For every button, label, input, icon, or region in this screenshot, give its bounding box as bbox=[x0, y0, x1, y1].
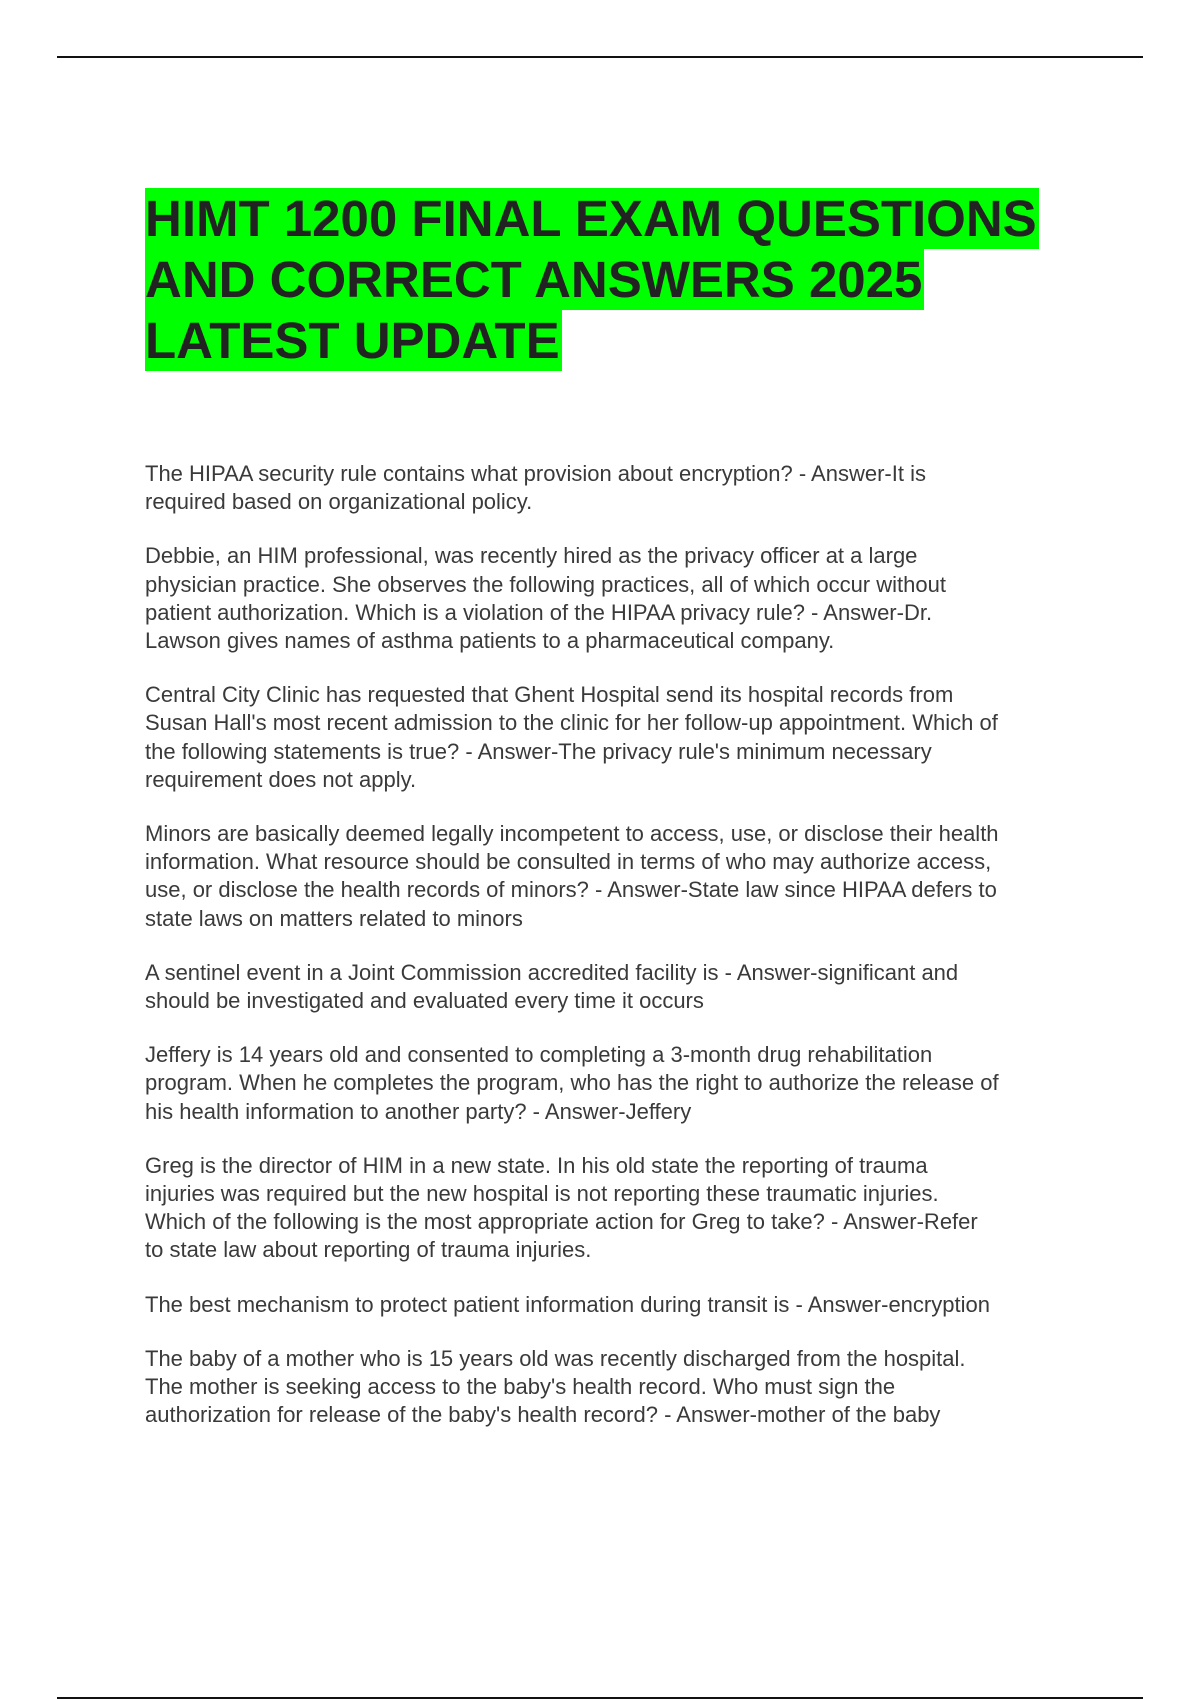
qa-line: The mother is seeking access to the baby's health record. Who must sign the bbox=[145, 1374, 896, 1400]
qa-line: A sentinel event in a Joint Commission accredited facility is - Answer-significant and bbox=[145, 959, 959, 985]
qa-line: Jeffery is 14 years old and consented to completing a 3-month drug rehabilitation bbox=[145, 1042, 933, 1068]
qa-line: to state law about reporting of trauma injuries. bbox=[145, 1237, 592, 1263]
title-line-2: AND CORRECT ANSWERS 2025 bbox=[145, 251, 923, 308]
qa-line: Susan Hall's most recent admission to the clinic for her follow-up appointment. Which of bbox=[145, 710, 998, 736]
qa-item-6 bbox=[145, 1041, 1095, 1126]
qa-line: state laws on matters related to minors bbox=[145, 905, 523, 931]
qa-line: Lawson gives names of asthma patients to a pharmaceutical company. bbox=[145, 628, 835, 654]
qa-line: patient authorization. Which is a violation of the HIPAA privacy rule? - Answer-Dr. bbox=[145, 599, 933, 625]
qa-item-1 bbox=[145, 460, 1095, 516]
qa-line: The baby of a mother who is 15 years old was recently discharged from the hospital. bbox=[145, 1345, 966, 1371]
qa-line: use, or disclose the health records of minors? - Answer-State law since HIPAA defers to bbox=[145, 877, 997, 903]
qa-line: requirement does not apply. bbox=[145, 766, 417, 792]
qa-line: Which of the following is the most appropriate action for Greg to take? - Answer-Refer bbox=[145, 1209, 978, 1235]
qa-line: physician practice. She observes the following practices, all of which occur without bbox=[145, 571, 946, 597]
qa-line: injuries was required but the new hospital is not reporting these traumatic injuries. bbox=[145, 1181, 939, 1207]
title-line-3: LATEST UPDATE bbox=[145, 312, 560, 369]
qa-item-5 bbox=[145, 959, 1095, 1015]
qa-line: Central City Clinic has requested that Ghent Hospital send its hospital records from bbox=[145, 682, 954, 708]
document-title bbox=[145, 188, 1105, 371]
qa-line: The HIPAA security rule contains what provision about encryption? - Answer-It is bbox=[145, 461, 926, 486]
qa-line: program. When he completes the program, who has the right to authorize the release of bbox=[145, 1070, 999, 1096]
qa-item-8 bbox=[145, 1291, 1095, 1319]
qa-line: information. What resource should be consulted in terms of who may authorize access, bbox=[145, 849, 992, 875]
qa-item-4 bbox=[145, 820, 1095, 933]
qa-line: should be investigated and evaluated every time it occurs bbox=[145, 988, 704, 1014]
qa-line: Debbie, an HIM professional, was recently hired as the privacy officer at a large bbox=[145, 543, 918, 569]
qa-item-9 bbox=[145, 1345, 1095, 1430]
qa-item-3 bbox=[145, 681, 1095, 794]
top-rule bbox=[57, 56, 1143, 58]
qa-line: Greg is the director of HIM in a new state. In his old state the reporting of trauma bbox=[145, 1152, 928, 1178]
qa-line: Minors are basically deemed legally incompetent to access, use, or disclose their health bbox=[145, 821, 999, 847]
qa-list bbox=[145, 460, 1095, 1455]
qa-item-2 bbox=[145, 542, 1095, 655]
title-line-1: HIMT 1200 FINAL EXAM QUESTIONS bbox=[145, 190, 1037, 247]
qa-item-7 bbox=[145, 1152, 1095, 1265]
qa-line: authorization for release of the baby's health record? - Answer-mother of the baby bbox=[145, 1402, 941, 1428]
qa-line: The best mechanism to protect patient information during transit is - Answer-encryption bbox=[145, 1291, 990, 1317]
qa-line: his health information to another party? - Answer-Jeffery bbox=[145, 1098, 692, 1124]
bottom-rule bbox=[57, 1697, 1143, 1699]
qa-line: required based on organizational policy. bbox=[145, 489, 533, 515]
qa-line: the following statements is true? - Answer-The privacy rule's minimum necessary bbox=[145, 738, 932, 764]
